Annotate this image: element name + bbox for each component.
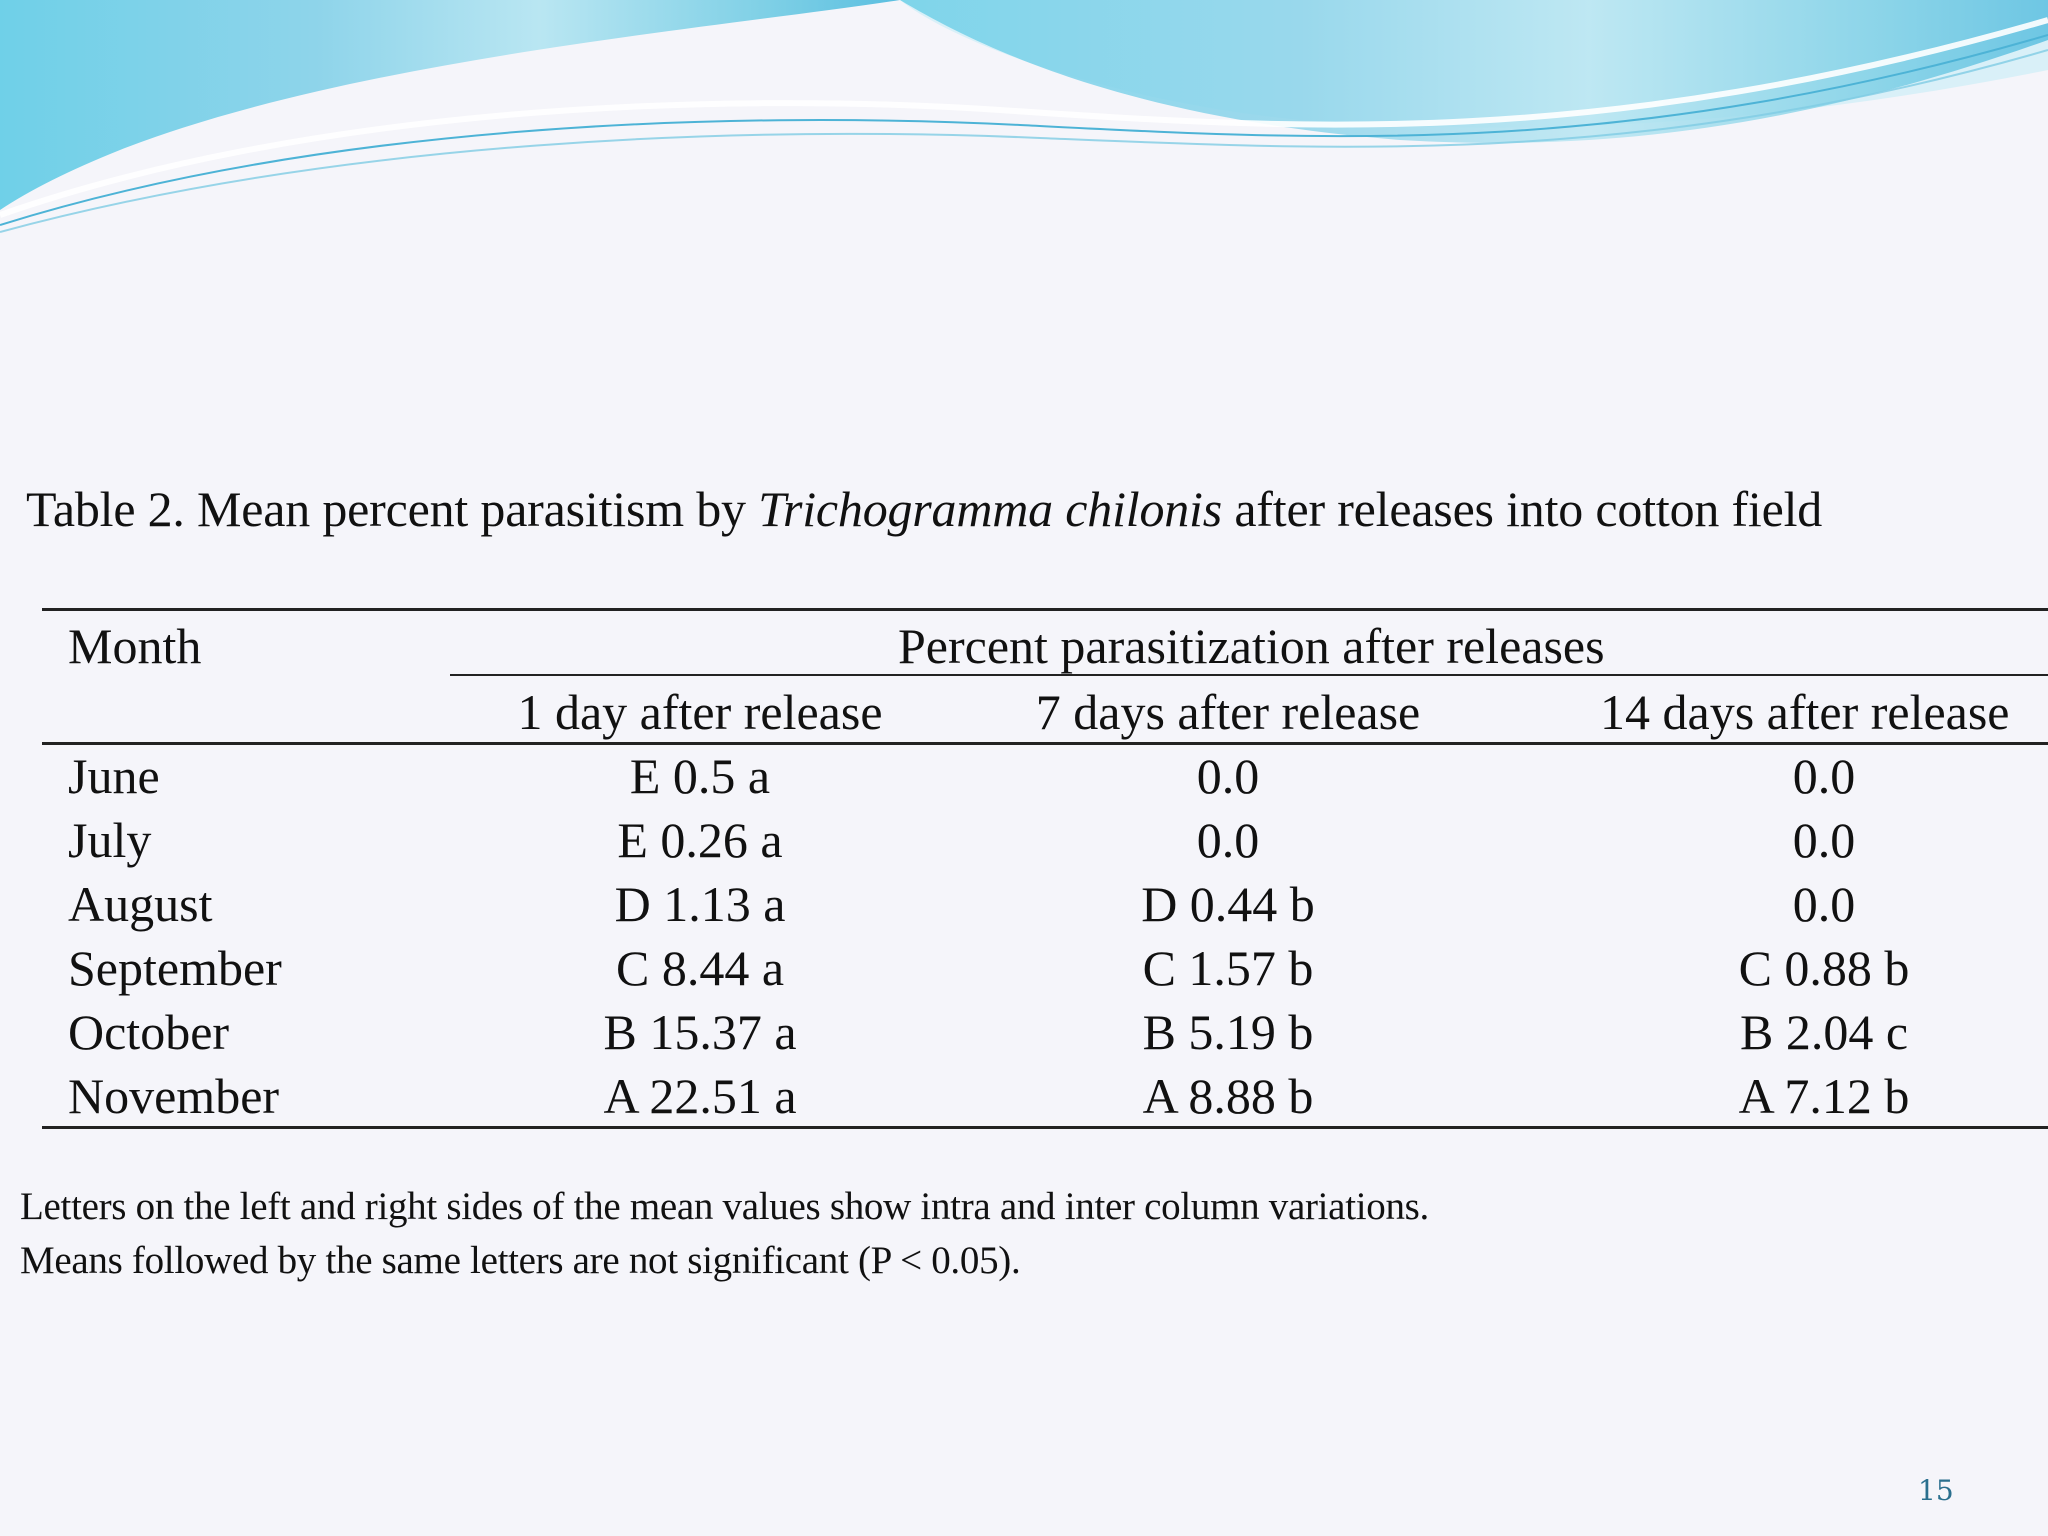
table-cell: D 0.44 b (1141, 876, 1315, 932)
table-cell: 0.0 (1792, 876, 1856, 932)
table-cell: 0.0 (1196, 812, 1260, 868)
caption-species: Trichogramma chilonis (758, 481, 1223, 537)
table-row-month: September (68, 940, 282, 996)
table-row-month: June (68, 748, 160, 804)
column-header-7-days: 7 days after release (1035, 684, 1421, 740)
table-row-month: October (68, 1004, 230, 1060)
table-cell: A 7.12 b (1738, 1068, 1910, 1124)
table-top-rule (42, 608, 2048, 611)
column-header-14-days: 14 days after release (1600, 684, 2010, 740)
caption-prefix: Table 2. Mean percent parasitism by (26, 481, 759, 537)
table-cell: A 8.88 b (1142, 1068, 1314, 1124)
table-bottom-rule (42, 1126, 2048, 1129)
table-row-month: August (68, 876, 213, 932)
table-cell: C 1.57 b (1142, 940, 1314, 996)
table-cell: 0.0 (1196, 748, 1260, 804)
group-header: Percent parasitization after releases (898, 618, 1605, 674)
table-header-rule (42, 742, 2048, 745)
table-cell: D 1.13 a (614, 876, 786, 932)
table-row-month: November (68, 1068, 280, 1124)
table-cell: E 0.26 a (617, 812, 783, 868)
table-cell: B 2.04 c (1739, 1004, 1909, 1060)
table-footnote (20, 1180, 1429, 1288)
table-figure (0, 470, 2048, 1300)
footnote-line-2: Means followed by the same letters are not significant (P < 0.05). (20, 1239, 1021, 1282)
table-row-month: July (68, 812, 152, 868)
table-cell: B 15.37 a (603, 1004, 797, 1060)
header-wave-decoration (0, 0, 2048, 240)
footnote-line-1: Letters on the left and right sides of the mean values show intra and inter column variations. (20, 1185, 1429, 1228)
table-cell: 0.0 (1792, 812, 1856, 868)
month-header: Month (68, 618, 202, 674)
caption-suffix: after releases into cotton field (1222, 481, 1823, 537)
table-cell: A 22.51 a (603, 1068, 797, 1124)
table-cell: B 5.19 b (1142, 1004, 1314, 1060)
table-cell: C 0.88 b (1738, 940, 1910, 996)
group-header-rule (450, 674, 2048, 676)
table-caption (26, 480, 1822, 538)
column-header-1-day: 1 day after release (517, 684, 883, 740)
table-cell: 0.0 (1792, 748, 1856, 804)
slide-number: 15 (1918, 1474, 1954, 1507)
table-cell: C 8.44 a (615, 940, 785, 996)
table-cell: E 0.5 a (629, 748, 771, 804)
